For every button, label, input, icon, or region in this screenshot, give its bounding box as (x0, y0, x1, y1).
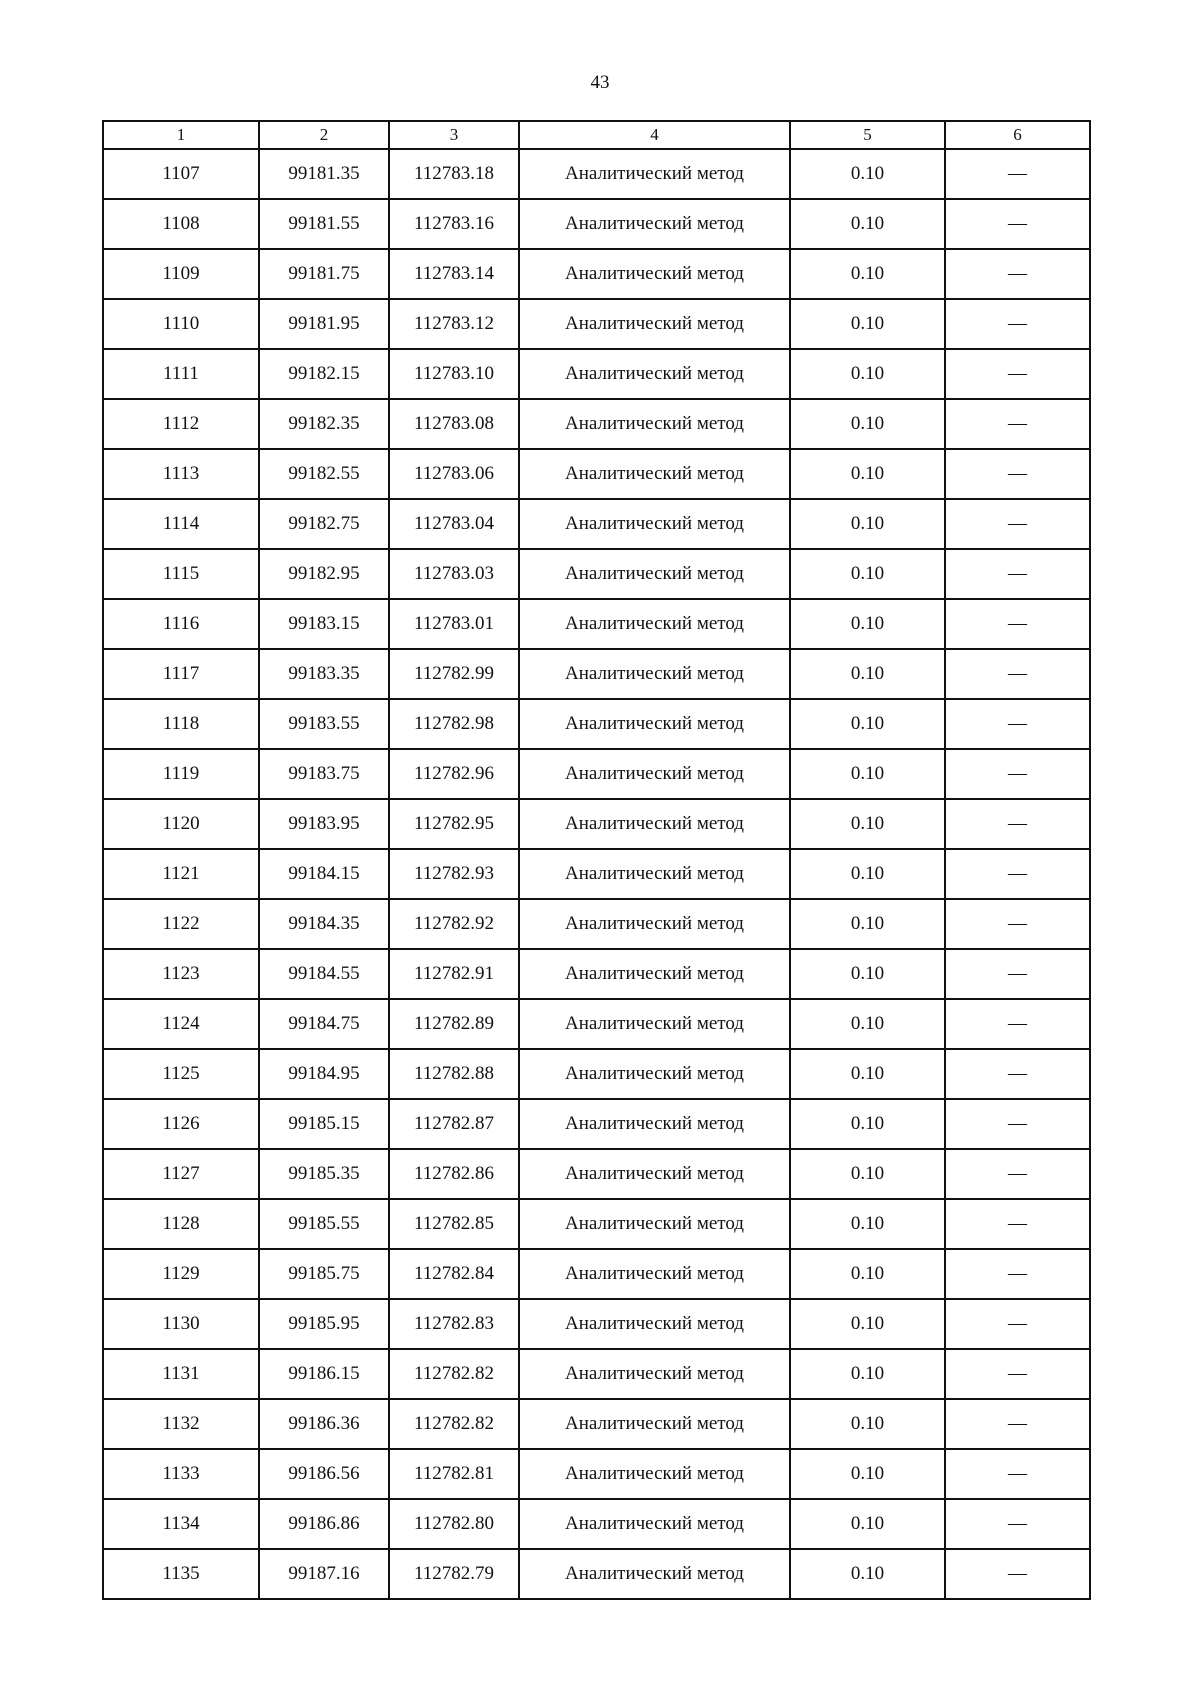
y-coordinate-cell: 112783.14 (389, 249, 519, 299)
table-row (103, 1399, 1090, 1449)
method-cell: Аналитический метод (519, 1399, 790, 1449)
y-coordinate-cell: 112782.80 (389, 1499, 519, 1549)
point-number-cell: 1122 (103, 899, 259, 949)
note-cell: — (945, 1299, 1090, 1349)
y-coordinate-cell: 112782.91 (389, 949, 519, 999)
note-cell: — (945, 499, 1090, 549)
method-cell: Аналитический метод (519, 1349, 790, 1399)
accuracy-cell: 0.10 (790, 949, 945, 999)
point-number-cell: 1116 (103, 599, 259, 649)
y-coordinate-cell: 112783.18 (389, 149, 519, 199)
accuracy-cell: 0.10 (790, 1199, 945, 1249)
accuracy-cell: 0.10 (790, 249, 945, 299)
y-coordinate-cell: 112782.85 (389, 1199, 519, 1249)
method-cell: Аналитический метод (519, 949, 790, 999)
x-coordinate-cell: 99182.75 (259, 499, 389, 549)
table-row (103, 549, 1090, 599)
table-body (103, 149, 1090, 1599)
note-cell: — (945, 899, 1090, 949)
note-cell: — (945, 1199, 1090, 1249)
accuracy-cell: 0.10 (790, 599, 945, 649)
table-row (103, 349, 1090, 399)
method-cell: Аналитический метод (519, 1549, 790, 1599)
table-row (103, 399, 1090, 449)
x-coordinate-cell: 99185.75 (259, 1249, 389, 1299)
table-row (103, 1299, 1090, 1349)
point-number-cell: 1135 (103, 1549, 259, 1599)
point-number-cell: 1128 (103, 1199, 259, 1249)
accuracy-cell: 0.10 (790, 699, 945, 749)
table-row (103, 499, 1090, 549)
y-coordinate-cell: 112782.79 (389, 1549, 519, 1599)
x-coordinate-cell: 99185.55 (259, 1199, 389, 1249)
y-coordinate-cell: 112782.82 (389, 1399, 519, 1449)
y-coordinate-cell: 112782.88 (389, 1049, 519, 1099)
method-cell: Аналитический метод (519, 1249, 790, 1299)
y-coordinate-cell: 112783.01 (389, 599, 519, 649)
accuracy-cell: 0.10 (790, 149, 945, 199)
x-coordinate-cell: 99186.86 (259, 1499, 389, 1549)
note-cell: — (945, 399, 1090, 449)
x-coordinate-cell: 99181.75 (259, 249, 389, 299)
method-cell: Аналитический метод (519, 1299, 790, 1349)
table-row (103, 1099, 1090, 1149)
accuracy-cell: 0.10 (790, 1549, 945, 1599)
accuracy-cell: 0.10 (790, 399, 945, 449)
accuracy-cell: 0.10 (790, 1049, 945, 1099)
note-cell: — (945, 999, 1090, 1049)
method-cell: Аналитический метод (519, 549, 790, 599)
table-row (103, 949, 1090, 999)
y-coordinate-cell: 112783.10 (389, 349, 519, 399)
x-coordinate-cell: 99185.95 (259, 1299, 389, 1349)
x-coordinate-cell: 99181.95 (259, 299, 389, 349)
point-number-cell: 1129 (103, 1249, 259, 1299)
method-cell: Аналитический метод (519, 249, 790, 299)
note-cell: — (945, 549, 1090, 599)
table-row (103, 1149, 1090, 1199)
point-number-cell: 1111 (103, 349, 259, 399)
note-cell: — (945, 449, 1090, 499)
note-cell: — (945, 249, 1090, 299)
note-cell: — (945, 749, 1090, 799)
method-cell: Аналитический метод (519, 649, 790, 699)
table-row (103, 149, 1090, 199)
table-row (103, 1049, 1090, 1099)
table-row (103, 599, 1090, 649)
note-cell: — (945, 849, 1090, 899)
point-number-cell: 1115 (103, 549, 259, 599)
y-coordinate-cell: 112782.89 (389, 999, 519, 1049)
x-coordinate-cell: 99185.35 (259, 1149, 389, 1199)
y-coordinate-cell: 112782.82 (389, 1349, 519, 1399)
note-cell: — (945, 799, 1090, 849)
x-coordinate-cell: 99184.95 (259, 1049, 389, 1099)
y-coordinate-cell: 112783.06 (389, 449, 519, 499)
point-number-cell: 1121 (103, 849, 259, 899)
point-number-cell: 1131 (103, 1349, 259, 1399)
y-coordinate-cell: 112782.99 (389, 649, 519, 699)
method-cell: Аналитический метод (519, 799, 790, 849)
y-coordinate-cell: 112782.86 (389, 1149, 519, 1199)
point-number-cell: 1118 (103, 699, 259, 749)
x-coordinate-cell: 99185.15 (259, 1099, 389, 1149)
note-cell: — (945, 1399, 1090, 1449)
point-number-cell: 1108 (103, 199, 259, 249)
method-cell: Аналитический метод (519, 599, 790, 649)
y-coordinate-cell: 112782.95 (389, 799, 519, 849)
coordinates-table (102, 120, 1091, 1600)
accuracy-cell: 0.10 (790, 649, 945, 699)
x-coordinate-cell: 99183.15 (259, 599, 389, 649)
y-coordinate-cell: 112782.93 (389, 849, 519, 899)
y-coordinate-cell: 112783.16 (389, 199, 519, 249)
x-coordinate-cell: 99184.35 (259, 899, 389, 949)
accuracy-cell: 0.10 (790, 499, 945, 549)
note-cell: — (945, 1049, 1090, 1099)
method-cell: Аналитический метод (519, 449, 790, 499)
y-coordinate-cell: 112783.08 (389, 399, 519, 449)
x-coordinate-cell: 99183.55 (259, 699, 389, 749)
accuracy-cell: 0.10 (790, 549, 945, 599)
x-coordinate-cell: 99182.15 (259, 349, 389, 399)
accuracy-cell: 0.10 (790, 849, 945, 899)
accuracy-cell: 0.10 (790, 1349, 945, 1399)
x-coordinate-cell: 99182.55 (259, 449, 389, 499)
note-cell: — (945, 699, 1090, 749)
method-cell: Аналитический метод (519, 149, 790, 199)
x-coordinate-cell: 99183.95 (259, 799, 389, 849)
point-number-cell: 1132 (103, 1399, 259, 1449)
x-coordinate-cell: 99184.55 (259, 949, 389, 999)
y-coordinate-cell: 112782.83 (389, 1299, 519, 1349)
method-cell: Аналитический метод (519, 749, 790, 799)
note-cell: — (945, 1349, 1090, 1399)
note-cell: — (945, 1249, 1090, 1299)
table-row (103, 199, 1090, 249)
point-number-cell: 1119 (103, 749, 259, 799)
note-cell: — (945, 949, 1090, 999)
x-coordinate-cell: 99182.95 (259, 549, 389, 599)
accuracy-cell: 0.10 (790, 299, 945, 349)
note-cell: — (945, 649, 1090, 699)
method-cell: Аналитический метод (519, 899, 790, 949)
column-header-5: 5 (790, 121, 945, 149)
y-coordinate-cell: 112782.84 (389, 1249, 519, 1299)
column-header-4: 4 (519, 121, 790, 149)
y-coordinate-cell: 112782.87 (389, 1099, 519, 1149)
table-row (103, 449, 1090, 499)
y-coordinate-cell: 112782.81 (389, 1449, 519, 1499)
column-header-6: 6 (945, 121, 1090, 149)
point-number-cell: 1126 (103, 1099, 259, 1149)
accuracy-cell: 0.10 (790, 1499, 945, 1549)
y-coordinate-cell: 112782.96 (389, 749, 519, 799)
method-cell: Аналитический метод (519, 499, 790, 549)
accuracy-cell: 0.10 (790, 1149, 945, 1199)
method-cell: Аналитический метод (519, 1149, 790, 1199)
method-cell: Аналитический метод (519, 349, 790, 399)
x-coordinate-cell: 99186.15 (259, 1349, 389, 1399)
method-cell: Аналитический метод (519, 1499, 790, 1549)
table-row (103, 1499, 1090, 1549)
x-coordinate-cell: 99183.35 (259, 649, 389, 699)
note-cell: — (945, 149, 1090, 199)
accuracy-cell: 0.10 (790, 199, 945, 249)
table-row (103, 299, 1090, 349)
note-cell: — (945, 1499, 1090, 1549)
note-cell: — (945, 599, 1090, 649)
point-number-cell: 1123 (103, 949, 259, 999)
method-cell: Аналитический метод (519, 999, 790, 1049)
point-number-cell: 1120 (103, 799, 259, 849)
point-number-cell: 1109 (103, 249, 259, 299)
method-cell: Аналитический метод (519, 299, 790, 349)
note-cell: — (945, 299, 1090, 349)
accuracy-cell: 0.10 (790, 1299, 945, 1349)
table-row (103, 249, 1090, 299)
point-number-cell: 1127 (103, 1149, 259, 1199)
point-number-cell: 1114 (103, 499, 259, 549)
method-cell: Аналитический метод (519, 1199, 790, 1249)
table-row (103, 649, 1090, 699)
note-cell: — (945, 349, 1090, 399)
point-number-cell: 1125 (103, 1049, 259, 1099)
x-coordinate-cell: 99184.75 (259, 999, 389, 1049)
table-row (103, 1349, 1090, 1399)
note-cell: — (945, 1549, 1090, 1599)
table-row (103, 1199, 1090, 1249)
point-number-cell: 1117 (103, 649, 259, 699)
method-cell: Аналитический метод (519, 1099, 790, 1149)
point-number-cell: 1124 (103, 999, 259, 1049)
accuracy-cell: 0.10 (790, 449, 945, 499)
accuracy-cell: 0.10 (790, 1449, 945, 1499)
x-coordinate-cell: 99181.35 (259, 149, 389, 199)
header-row (103, 121, 1090, 149)
accuracy-cell: 0.10 (790, 1249, 945, 1299)
accuracy-cell: 0.10 (790, 749, 945, 799)
column-header-3: 3 (389, 121, 519, 149)
table-row (103, 699, 1090, 749)
accuracy-cell: 0.10 (790, 799, 945, 849)
method-cell: Аналитический метод (519, 399, 790, 449)
x-coordinate-cell: 99184.15 (259, 849, 389, 899)
x-coordinate-cell: 99187.16 (259, 1549, 389, 1599)
y-coordinate-cell: 112783.12 (389, 299, 519, 349)
x-coordinate-cell: 99182.35 (259, 399, 389, 449)
table-header (103, 121, 1090, 149)
y-coordinate-cell: 112782.98 (389, 699, 519, 749)
note-cell: — (945, 199, 1090, 249)
point-number-cell: 1113 (103, 449, 259, 499)
table-row (103, 849, 1090, 899)
note-cell: — (945, 1099, 1090, 1149)
y-coordinate-cell: 112782.92 (389, 899, 519, 949)
method-cell: Аналитический метод (519, 199, 790, 249)
note-cell: — (945, 1449, 1090, 1499)
method-cell: Аналитический метод (519, 1449, 790, 1499)
point-number-cell: 1133 (103, 1449, 259, 1499)
accuracy-cell: 0.10 (790, 1099, 945, 1149)
table-row (103, 749, 1090, 799)
y-coordinate-cell: 112783.04 (389, 499, 519, 549)
note-cell: — (945, 1149, 1090, 1199)
table-row (103, 1549, 1090, 1599)
table-row (103, 899, 1090, 949)
method-cell: Аналитический метод (519, 699, 790, 749)
table-row (103, 1449, 1090, 1499)
column-header-2: 2 (259, 121, 389, 149)
point-number-cell: 1110 (103, 299, 259, 349)
x-coordinate-cell: 99183.75 (259, 749, 389, 799)
accuracy-cell: 0.10 (790, 1399, 945, 1449)
x-coordinate-cell: 99181.55 (259, 199, 389, 249)
point-number-cell: 1134 (103, 1499, 259, 1549)
table-row (103, 999, 1090, 1049)
point-number-cell: 1112 (103, 399, 259, 449)
x-coordinate-cell: 99186.36 (259, 1399, 389, 1449)
page-number: 43 (590, 72, 610, 93)
x-coordinate-cell: 99186.56 (259, 1449, 389, 1499)
point-number-cell: 1130 (103, 1299, 259, 1349)
column-header-1: 1 (103, 121, 259, 149)
point-number-cell: 1107 (103, 149, 259, 199)
table-row (103, 1249, 1090, 1299)
accuracy-cell: 0.10 (790, 999, 945, 1049)
table-row (103, 799, 1090, 849)
method-cell: Аналитический метод (519, 1049, 790, 1099)
y-coordinate-cell: 112783.03 (389, 549, 519, 599)
method-cell: Аналитический метод (519, 849, 790, 899)
accuracy-cell: 0.10 (790, 899, 945, 949)
accuracy-cell: 0.10 (790, 349, 945, 399)
